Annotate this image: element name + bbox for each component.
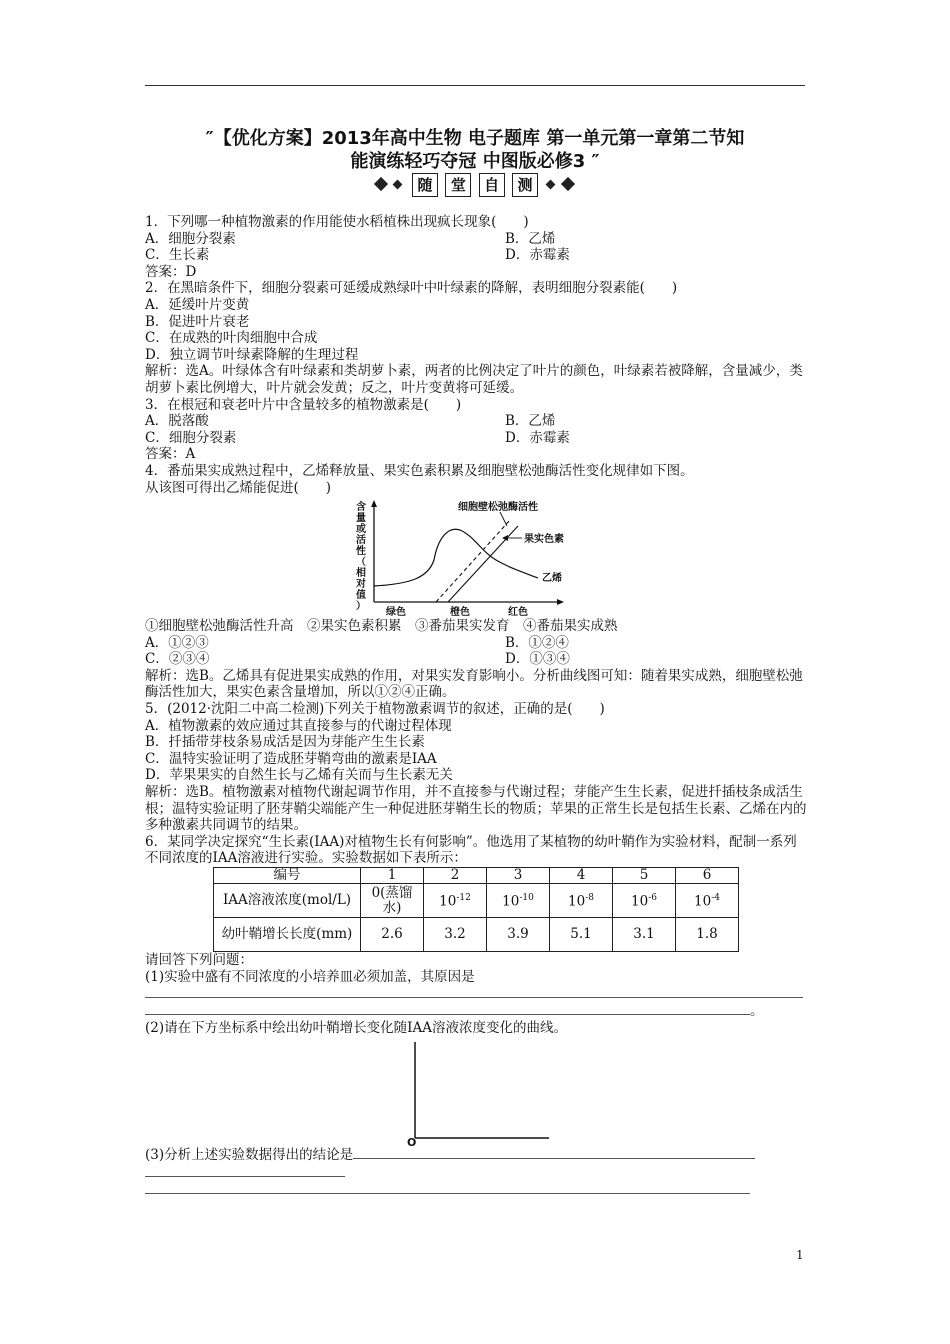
table-header-cell: 4 [550, 868, 613, 884]
q1-option-d: D．赤霉素 [505, 247, 570, 264]
ylabel-char: 活 [356, 535, 366, 547]
q6-stem: 6．某同学决定探究“生长素(IAA)对植物生长有何影响”。他选用了某植物的幼叶鞘作为实验材料，配制一系列不同浓度的IAA溶液进行实验。实验数据如下表所示： [145, 833, 797, 867]
answer-blank-line[interactable] [145, 1164, 345, 1177]
table-cell: 3.1 [613, 918, 676, 952]
ylabel-char: 相 [356, 568, 366, 580]
q4-option-c: C．②③④ [145, 651, 210, 668]
q6-part-1-end: 。 [750, 1003, 764, 1020]
q4-option-a: A．①②③ [145, 634, 209, 651]
q4-option-d: D．①③④ [505, 651, 570, 668]
table-row-label: IAA溶液浓度(mol/L) [214, 884, 361, 918]
diamond-icon [374, 177, 388, 191]
power-base: 10 [694, 893, 712, 910]
q1-option-a: A．细胞分裂素 [145, 230, 236, 247]
q5-stem: 5．(2012·沈阳二中高二检测)下列关于植物激素调节的叙述，正确的是( ) [145, 701, 605, 718]
q5-option-b: B．扦插带芽枝条易成活是因为芽能产生生长素 [145, 734, 425, 751]
x-tick-label: 绿色 [386, 607, 406, 619]
q4-stem-line-2: 从该图可得出乙烯能促进( ) [145, 479, 332, 496]
table-header-cell: 6 [676, 868, 739, 884]
page-title [145, 127, 805, 173]
table-row [214, 884, 739, 918]
q5-analysis: 解析：选B。植物激素对植物代谢起调节作用，并不直接参与代谢过程；芽能产生生长素，促进扦插枝条成活生根；温特实验证明了胚芽鞘尖端能产生一种促进胚芽鞘生长的物质；苹果的正常生长是包括生长素、乙烯在内的多种激素共同调节的结果。 [145, 784, 807, 834]
q4-option-b: B．①②④ [505, 634, 569, 651]
ylabel-char: 值 [356, 590, 366, 602]
header-rule [145, 85, 805, 86]
q3-option-b: B．乙烯 [505, 413, 556, 430]
power-base: 10 [502, 893, 520, 910]
label-leader-line [500, 512, 507, 526]
diamond-icon [561, 177, 575, 191]
q6-part-1: (1)实验中盛有不同浓度的小培养皿必须加盖，其原因是 [145, 968, 475, 985]
answer-blank-line[interactable] [145, 1002, 750, 1015]
q4-figure [145, 496, 810, 618]
blank-coordinate-system [145, 1036, 810, 1146]
ripening-curve-diagram [350, 498, 590, 618]
table-header-cell: 2 [424, 868, 487, 884]
q2-option-b: B．促进叶片衰老 [145, 313, 250, 330]
q1-answer: 答案：D [145, 263, 197, 280]
table-row [214, 918, 739, 952]
table-cell [424, 884, 487, 918]
table-row-label: 幼叶鞘增长长度(mm) [214, 918, 361, 952]
q2-option-a: A．延缓叶片变黄 [145, 296, 250, 313]
table-header-cell: 1 [361, 868, 424, 884]
q4-stem-line-1: 4．番茄果实成熟过程中，乙烯释放量、果实色素积累及细胞壁松弛酶活性变化规律如下图。 [145, 462, 694, 479]
table-cell: 1.8 [676, 918, 739, 952]
q3-stem: 3．在根冠和衰老叶片中含量较多的植物激素是( ) [145, 396, 462, 413]
q2-stem: 2．在黑暗条件下，细胞分裂素可延缓成熟绿叶中叶绿素的降解，表明细胞分裂素能( ) [145, 280, 678, 297]
table-cell: 5.1 [550, 918, 613, 952]
curve-label-pigment: 果实色素 [524, 534, 564, 546]
q3-answer: 答案：A [145, 446, 196, 463]
q1-option-c: C．生长素 [145, 247, 210, 264]
q5-option-c: C．温特实验证明了造成胚芽鞘弯曲的激素是IAA [145, 750, 437, 767]
table-cell [487, 884, 550, 918]
title-line-2: 能演练轻巧夺冠 中图版必修3 ″ [350, 151, 600, 172]
answer-blank-line[interactable] [145, 985, 803, 998]
ylabel-char: 性 [356, 546, 366, 558]
table-cell: 0(蒸馏水) [361, 884, 424, 918]
table-header-cell: 5 [613, 868, 676, 884]
x-axis-arrow-icon [557, 599, 564, 605]
q2-option-d: D．独立调节叶绿素降解的生理过程 [145, 346, 359, 363]
q4-options-line: ①细胞壁松弛酶活性升高 ②果实色素积累 ③番茄果实发育 ④番茄果实成熟 [145, 618, 618, 635]
power-base: 10 [439, 893, 457, 910]
answer-blank-line[interactable] [145, 1181, 750, 1194]
diamond-icon [393, 180, 403, 190]
ylabel-char: ） [356, 601, 366, 613]
diamond-icon [546, 180, 556, 190]
power-exponent: -6 [648, 893, 657, 904]
ylabel-char: （ [356, 557, 366, 569]
q3-option-a: A．脱落酸 [145, 413, 209, 430]
iaa-data-table [213, 867, 739, 952]
title-line-1: ″【优化方案】2013年高中生物 电子题库 第一单元第一章第二节知 [205, 128, 745, 149]
q3-option-c: C．细胞分裂素 [145, 429, 237, 446]
power-exponent: -4 [711, 893, 720, 904]
origin-label: O [407, 1136, 417, 1147]
table-cell [676, 884, 739, 918]
q4-analysis: 解析：选B。乙烯具有促进果实成熟的作用，对果实发育影响小。分析曲线图可知：随着果实成熟，细胞壁松弛酶活性加大，果实色素含量增加，所以①②④正确。 [145, 667, 803, 701]
section-banner [372, 172, 578, 200]
table-cell [550, 884, 613, 918]
power-exponent: -12 [456, 893, 471, 904]
ylabel-char: 量 [356, 513, 366, 525]
banner-char: 测 [512, 173, 538, 197]
table-row [214, 868, 739, 884]
page-number: 1 [796, 1248, 804, 1262]
q6-part-3: (3)分析上述实验数据得出的结论是 [145, 1147, 354, 1164]
q5-option-d: D．苹果果实的自然生长与乙烯有关而与生长素无关 [145, 767, 453, 784]
power-exponent: -8 [585, 893, 594, 904]
power-exponent: -10 [519, 893, 534, 904]
question-content [145, 214, 810, 1198]
ylabel-char: 含 [356, 502, 366, 514]
table-cell: 3.2 [424, 918, 487, 952]
q1-option-b: B．乙烯 [505, 230, 556, 247]
q2-analysis: 解析：选A。叶绿体含有叶绿素和类胡萝卜素，两者的比例决定了叶片的颜色，叶绿素若被降解，含量减少，类胡萝卜素比例增大，叶片就会发黄；反之，叶片变黄将可延缓。 [145, 363, 803, 396]
ylabel-char: 对 [356, 579, 366, 591]
q5-option-a: A．植物激素的效应通过其直接参与的代谢过程体现 [145, 717, 452, 734]
q6-part-2: (2)请在下方坐标系中绘出幼叶鞘增长变化随IAA溶液浓度变化的曲线。 [145, 1019, 567, 1036]
q3-option-d: D．赤霉素 [505, 429, 570, 446]
table-header-cell: 编号 [214, 868, 361, 884]
banner-char: 自 [479, 173, 505, 197]
banner-char: 堂 [445, 173, 471, 197]
y-axis-arrow-icon [371, 500, 377, 507]
table-cell: 2.6 [361, 918, 424, 952]
table-cell: 3.9 [487, 918, 550, 952]
ylabel-char: 或 [356, 524, 366, 536]
x-tick-label: 橙色 [450, 607, 470, 619]
q6-intro: 请回答下列问题： [145, 952, 253, 968]
q2-option-c: C．在成熟的叶肉细胞中合成 [145, 330, 318, 347]
empty-axes[interactable] [407, 1038, 557, 1146]
curve-label-enzyme: 细胞壁松弛酶活性 [458, 502, 538, 514]
table-header-cell: 3 [487, 868, 550, 884]
answer-blank-line[interactable] [353, 1146, 755, 1159]
curve-label-ethylene: 乙烯 [542, 573, 562, 585]
x-tick-label: 红色 [508, 607, 528, 619]
power-base: 10 [568, 893, 586, 910]
table-cell [613, 884, 676, 918]
power-base: 10 [631, 893, 649, 910]
q1-stem: 1．下列哪一种植物激素的作用能使水稻植株出现疯长现象( ) [145, 214, 529, 230]
banner-char: 随 [412, 173, 438, 197]
